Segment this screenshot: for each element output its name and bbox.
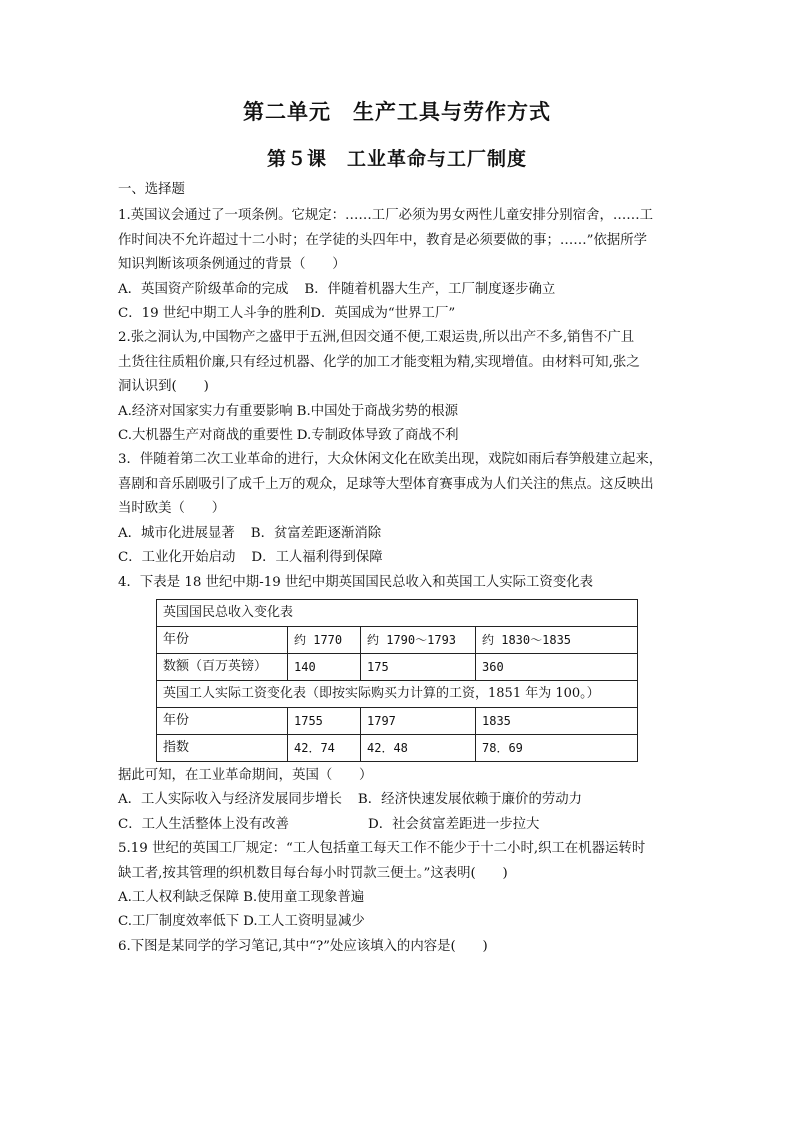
question-6-line: 6.下图是某同学的学习笔记,其中“?”处应该填入的内容是( ) [118,938,488,954]
option-a[interactable]: A．英国资产阶级革命的完成 [118,281,289,297]
table-cell: 78．69 [476,734,638,761]
question-3-options-row [118,522,678,546]
option-d[interactable]: D．工人福利得到保障 [251,550,383,566]
question-2-line: 洞认识到( ) [118,379,209,395]
question-1-line: 1.英国议会通过了一项条例。它规定：……工厂必须为男女两性儿童安排分别宿舍，……工 [118,208,654,224]
table-row [157,734,638,761]
question-5-options-row [118,886,678,910]
question-2-options-row [118,400,678,424]
question-3-line: 当时欧美（ ） [118,501,226,517]
question-3 [118,448,678,570]
table-cell: 约 1790～1793 [361,626,476,653]
option-b[interactable]: B.使用童工现象普遍 [243,889,365,905]
option-c[interactable]: C．工业化开始启动 [118,550,236,566]
table-row [157,680,638,707]
question-2-line: 2.张之洞认为,中国物产之盛甲于五洲,但因交通不便,工艰运贵,所以出产不多,销售不广且 [118,330,635,346]
question-1-options-row [118,278,678,302]
option-c[interactable]: C．工人生活整体上没有改善 [118,816,289,832]
section-heading: 一、选择题 [118,182,185,197]
question-4-stem: 4．下表是 18 世纪中期-19 世纪中期英国国民总收入和英国工人实际工资变化表 [118,574,593,590]
option-b[interactable]: B．伴随着机器大生产，工厂制度逐步确立 [304,281,556,297]
question-6 [118,935,678,959]
table-cell: 1797 [361,707,476,734]
income-wage-table [156,599,638,762]
question-1-line: 知识判断该项条例通过的背景（ ） [118,257,346,273]
content-body [118,178,678,959]
question-2-line: 土货往往质粗价廉,只有经过机器、化学的加工才能变粗为精,实现增值。由材料可知,张之 [118,354,640,370]
option-a[interactable]: A．工人实际收入与经济发展同步增长 [118,792,342,808]
table-cell: 约 1770 [288,626,361,653]
question-3-line: 3．伴随着第二次工业革命的进行，大众休闲文化在欧美出现，戏院如雨后春笋般建立起来， [118,452,663,468]
option-d[interactable]: D．社会贫富差距进一步拉大 [368,816,540,832]
option-b[interactable]: B．贫富差距逐渐消除 [250,525,382,541]
option-d[interactable]: D.工人工资明显减少 [243,914,365,930]
question-1-line: 作时间决不允许超过十二小时；在学徒的头四年中，教育是必须要做的事；……”依据所学 [118,232,648,248]
table-row [157,707,638,734]
option-c[interactable]: C．19 世纪中期工人斗争的胜利 [118,306,311,322]
question-1 [118,204,678,326]
table-cell: 1835 [476,707,638,734]
question-2 [118,326,678,448]
table-cell: 140 [288,653,361,680]
question-5-options-row [118,910,678,934]
lesson-title: 第５课 工业革命与工厂制度 [266,148,527,170]
table-cell: 175 [361,653,476,680]
option-c[interactable]: C.大机器生产对商战的重要性 [118,428,293,444]
option-a[interactable]: A.经济对国家实力有重要影响 [118,403,293,419]
question-4-prompt: 据此可知，在工业革命期间，英国（ ） [118,767,373,783]
question-4-options-row [118,788,678,812]
table-cell: 年份 [157,626,288,653]
question-1-options-row [118,302,678,326]
table-cell: 42．48 [361,734,476,761]
table-cell: 1755 [288,707,361,734]
question-4 [118,571,678,838]
table-cell: 指数 [157,734,288,761]
table-cell: 42．74 [288,734,361,761]
table-row [157,653,638,680]
question-4-options-row [118,813,678,837]
option-a[interactable]: A.工人权利缺乏保障 [118,889,240,905]
option-a[interactable]: A．城市化进展显著 [118,525,235,541]
option-c[interactable]: C.工厂制度效率低下 [118,914,240,930]
table-cell: 360 [476,653,638,680]
unit-title: 第二单元 生产工具与劳作方式 [243,99,551,124]
question-3-line: 喜剧和音乐剧吸引了成千上万的观众，足球等大型体育赛事成为人们关注的焦点。这反映出 [118,476,654,492]
question-5-line: 缺工者,按其管理的织机数目每台每小时罚款三便士。”这表明( ) [118,865,508,881]
option-d[interactable]: D．英国成为“世界工厂” [310,306,456,322]
table-header-cell: 英国工人实际工资变化表（即按实际购买力计算的工资，1851 年为 100。） [157,680,638,707]
question-5-line: 5.19 世纪的英国工厂规定：“工人包括童工每天工作不能少于十二小时,织工在机器运转时 [118,841,646,857]
table-row [157,626,638,653]
table-cell: 年份 [157,707,288,734]
question-2-options-row [118,424,678,448]
option-b[interactable]: B.中国处于商战劣势的根源 [296,403,459,419]
option-d[interactable]: D.专制政体导致了商战不利 [296,428,459,444]
question-5 [118,837,678,935]
option-b[interactable]: B．经济快速发展依赖于廉价的劳动力 [357,792,583,808]
question-3-options-row [118,546,678,570]
table-row [157,599,638,626]
table-cell: 数额（百万英镑） [157,653,288,680]
table-cell: 约 1830～1835 [476,626,638,653]
table-header-cell: 英国国民总收入变化表 [157,599,638,626]
